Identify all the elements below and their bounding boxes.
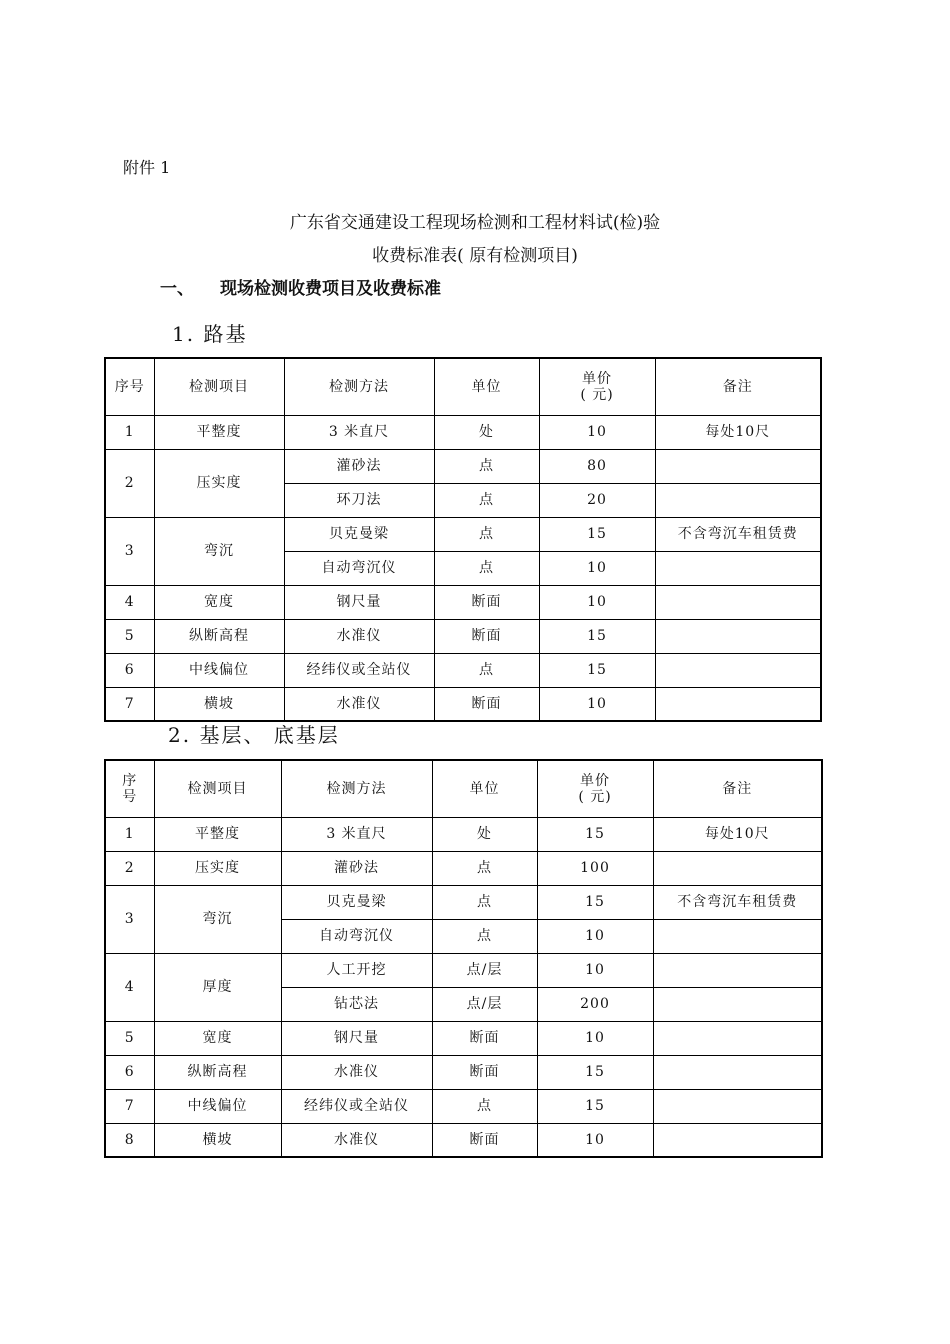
table-header-row — [105, 760, 822, 817]
cell-item: 宽度 — [154, 585, 284, 619]
table-row — [105, 817, 822, 851]
cell-seq: 7 — [105, 1089, 154, 1123]
cell-remark — [655, 619, 821, 653]
header-item: 检测项目 — [154, 760, 281, 817]
cell-remark — [653, 987, 822, 1021]
document-title-line1: 广东省交通建设工程现场检测和工程材料试(检)验 — [289, 213, 661, 233]
cell-price: 10 — [539, 551, 655, 585]
cell-remark — [653, 851, 822, 885]
cell-seq: 4 — [105, 953, 154, 1021]
cell-unit: 断面 — [434, 585, 539, 619]
cell-item: 纵断高程 — [154, 1055, 281, 1089]
cell-method: 经纬仪或全站仪 — [281, 1089, 432, 1123]
header-price-line1: 单价 — [580, 772, 610, 789]
header-seq-vertical: 序号 — [122, 772, 138, 805]
table2-caption: 2. 基层、 底基层 — [168, 723, 340, 747]
cell-unit: 点/层 — [432, 953, 537, 987]
cell-remark: 每处10尺 — [655, 415, 821, 449]
cell-price: 20 — [539, 483, 655, 517]
document-title-line2: 收费标准表( 原有检测项目) — [372, 246, 578, 266]
cell-price: 10 — [539, 687, 655, 721]
cell-unit: 断面 — [434, 619, 539, 653]
cell-price: 10 — [539, 585, 655, 619]
cell-method: 水准仪 — [284, 619, 434, 653]
cell-remark: 每处10尺 — [653, 817, 822, 851]
cell-seq: 5 — [105, 1021, 154, 1055]
cell-method: 环刀法 — [284, 483, 434, 517]
cell-seq: 1 — [105, 817, 154, 851]
table-header-row — [105, 358, 821, 415]
cell-remark — [653, 919, 822, 953]
cell-price: 15 — [537, 1089, 653, 1123]
cell-price: 200 — [537, 987, 653, 1021]
table-row — [105, 1021, 822, 1055]
table-row — [105, 885, 822, 919]
cell-method: 钢尺量 — [281, 1021, 432, 1055]
cell-unit: 处 — [432, 817, 537, 851]
table-row — [105, 585, 821, 619]
cell-unit: 点 — [432, 885, 537, 919]
table-row — [105, 1089, 822, 1123]
table-row — [105, 449, 821, 483]
section-label: 现场检测收费项目及收费标准 — [220, 279, 441, 299]
fee-table-roadbed — [104, 357, 822, 722]
cell-item: 厚度 — [154, 953, 281, 1021]
header-method: 检测方法 — [284, 358, 434, 415]
cell-remark: 不含弯沉车租赁费 — [653, 885, 822, 919]
cell-unit: 点 — [434, 653, 539, 687]
cell-price: 10 — [537, 1123, 653, 1157]
cell-item: 压实度 — [154, 449, 284, 517]
table-row — [105, 953, 822, 987]
cell-item: 横坡 — [154, 1123, 281, 1157]
cell-seq: 5 — [105, 619, 154, 653]
table-row — [105, 851, 822, 885]
cell-remark — [655, 551, 821, 585]
cell-method: 灌砂法 — [281, 851, 432, 885]
cell-seq: 4 — [105, 585, 154, 619]
cell-method: 贝克曼梁 — [281, 885, 432, 919]
header-price-line2: ( 元) — [578, 788, 612, 805]
cell-seq: 2 — [105, 449, 154, 517]
cell-remark — [653, 1123, 822, 1157]
cell-remark — [653, 1021, 822, 1055]
cell-method: 贝克曼梁 — [284, 517, 434, 551]
cell-method: 钻芯法 — [281, 987, 432, 1021]
table-row — [105, 415, 821, 449]
header-price-line1: 单价 — [582, 370, 612, 387]
cell-item: 压实度 — [154, 851, 281, 885]
cell-seq: 3 — [105, 517, 154, 585]
cell-method: 钢尺量 — [284, 585, 434, 619]
cell-unit: 断面 — [432, 1021, 537, 1055]
cell-unit: 断面 — [434, 687, 539, 721]
cell-unit: 点 — [434, 449, 539, 483]
cell-remark — [653, 953, 822, 987]
cell-unit: 点/层 — [432, 987, 537, 1021]
cell-price: 15 — [537, 817, 653, 851]
cell-method: 水准仪 — [281, 1055, 432, 1089]
cell-method: 自动弯沉仪 — [284, 551, 434, 585]
cell-price: 10 — [537, 919, 653, 953]
cell-price: 10 — [537, 1021, 653, 1055]
cell-method: 人工开挖 — [281, 953, 432, 987]
table-row — [105, 1123, 822, 1157]
cell-seq: 3 — [105, 885, 154, 953]
cell-item: 中线偏位 — [154, 1089, 281, 1123]
header-seq — [105, 760, 154, 817]
fee-table-base-layer — [104, 759, 823, 1158]
cell-remark — [655, 449, 821, 483]
cell-price: 15 — [539, 653, 655, 687]
section-number: 一、 — [160, 279, 194, 299]
cell-unit: 点 — [432, 851, 537, 885]
cell-price: 15 — [537, 1055, 653, 1089]
cell-item: 平整度 — [154, 415, 284, 449]
cell-price: 80 — [539, 449, 655, 483]
cell-unit: 点 — [432, 919, 537, 953]
cell-seq: 2 — [105, 851, 154, 885]
cell-price: 10 — [539, 415, 655, 449]
cell-unit: 点 — [434, 517, 539, 551]
cell-seq: 6 — [105, 1055, 154, 1089]
cell-method: 水准仪 — [281, 1123, 432, 1157]
header-remark: 备注 — [653, 760, 822, 817]
cell-method: 经纬仪或全站仪 — [284, 653, 434, 687]
cell-item: 弯沉 — [154, 517, 284, 585]
cell-unit: 点 — [432, 1089, 537, 1123]
cell-unit: 处 — [434, 415, 539, 449]
header-unit: 单位 — [434, 358, 539, 415]
cell-remark — [653, 1089, 822, 1123]
table1-caption: 1. 路基 — [172, 322, 248, 346]
cell-item: 弯沉 — [154, 885, 281, 953]
cell-seq: 1 — [105, 415, 154, 449]
cell-method: 3 米直尺 — [281, 817, 432, 851]
cell-seq: 8 — [105, 1123, 154, 1157]
cell-remark — [655, 687, 821, 721]
header-price-line2: ( 元) — [580, 386, 614, 403]
cell-unit: 点 — [434, 483, 539, 517]
table-row — [105, 619, 821, 653]
cell-method: 灌砂法 — [284, 449, 434, 483]
cell-price: 15 — [537, 885, 653, 919]
attachment-label: 附件 1 — [123, 158, 171, 177]
cell-method: 自动弯沉仪 — [281, 919, 432, 953]
cell-item: 中线偏位 — [154, 653, 284, 687]
header-remark: 备注 — [655, 358, 821, 415]
cell-remark: 不含弯沉车租赁费 — [655, 517, 821, 551]
table-row — [105, 653, 821, 687]
header-price — [537, 760, 653, 817]
section-heading — [160, 274, 441, 299]
table-row — [105, 1055, 822, 1089]
cell-unit: 断面 — [432, 1055, 537, 1089]
cell-item: 平整度 — [154, 817, 281, 851]
cell-unit: 断面 — [432, 1123, 537, 1157]
table-row — [105, 517, 821, 551]
cell-remark — [653, 1055, 822, 1089]
cell-unit: 点 — [434, 551, 539, 585]
cell-price: 15 — [539, 619, 655, 653]
cell-method: 水准仪 — [284, 687, 434, 721]
cell-item: 纵断高程 — [154, 619, 284, 653]
cell-seq: 7 — [105, 687, 154, 721]
cell-remark — [655, 585, 821, 619]
cell-price: 100 — [537, 851, 653, 885]
table-row — [105, 687, 821, 721]
cell-item: 横坡 — [154, 687, 284, 721]
cell-remark — [655, 653, 821, 687]
cell-price: 15 — [539, 517, 655, 551]
header-price — [539, 358, 655, 415]
cell-remark — [655, 483, 821, 517]
header-seq: 序号 — [105, 358, 154, 415]
cell-price: 10 — [537, 953, 653, 987]
cell-seq: 6 — [105, 653, 154, 687]
header-method: 检测方法 — [281, 760, 432, 817]
cell-item: 宽度 — [154, 1021, 281, 1055]
header-unit: 单位 — [432, 760, 537, 817]
cell-method: 3 米直尺 — [284, 415, 434, 449]
header-item: 检测项目 — [154, 358, 284, 415]
